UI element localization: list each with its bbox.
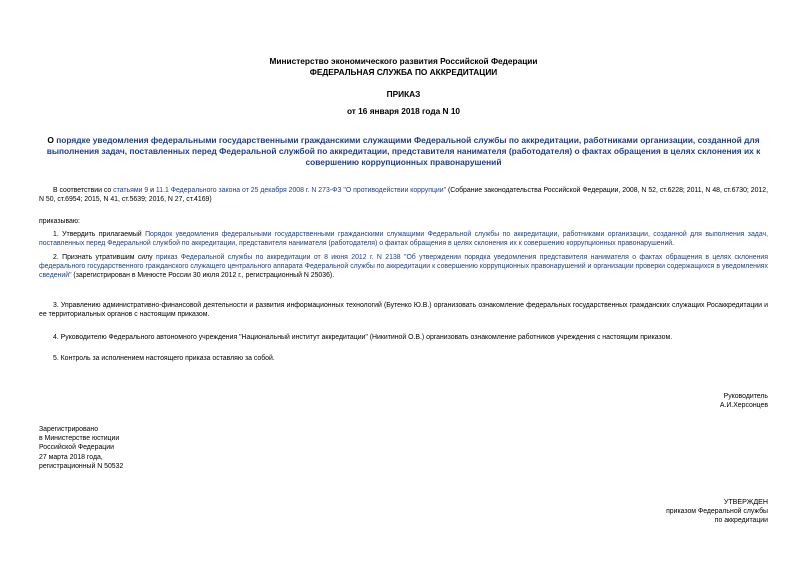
federal-law-link[interactable]: 11.1 Федерального закона от 25 декабря 2008 г. N 273-ФЗ "О противодействии коррупции" <box>155 187 447 194</box>
preamble-text-2: и <box>148 187 156 194</box>
signature-block <box>720 392 768 410</box>
preamble-text-1: В соответствии со <box>53 187 114 194</box>
signer-name: А.И.Херсонцев <box>719 402 768 410</box>
registration-line: Российской Федерации <box>39 444 114 452</box>
article-9-link[interactable]: статьями 9 <box>113 187 149 194</box>
preamble-text-3: (Собрание законодательства Российской Федерации, 2008, N 52, ст.6228; 2011, N 48, ст.6730; 2012, N 50, ст.6954; 2015, N 41, ст.5639; 2016, N 27, ст.4169) <box>39 187 768 204</box>
order-word: приказываю: <box>39 218 80 225</box>
ministry-heading: Министерство экономического развития Российской Федерации <box>269 56 538 66</box>
approval-block <box>666 498 768 526</box>
agency-heading: ФЕДЕРАЛЬНАЯ СЛУЖБА ПО АККРЕДИТАЦИИ <box>309 67 498 77</box>
registration-line: в Министерстве юстиции <box>39 435 120 443</box>
approval-heading: УТВЕРЖДЕН <box>723 498 768 506</box>
registration-line: Зарегистрировано <box>39 426 99 433</box>
item-1-end: . <box>672 240 675 248</box>
item-1-text: 1. Утвердить прилагаемый <box>53 231 146 238</box>
registration-block <box>39 425 123 471</box>
document-title <box>39 135 768 168</box>
item-3-paragraph: 3. Управлению административно-финансовой деятельности и развития информационных технологий (Бутенко Ю.В.) организовать ознакомление федеральных государственных гражданских служащих Росаккредитации и ее территориальных органов с настоящим приказом. <box>39 302 768 319</box>
title-prefix: О <box>47 135 57 145</box>
item-2-paragraph <box>39 253 768 281</box>
item-5-paragraph: 5. Контроль за исполнением настоящего приказа оставляю за собой. <box>53 355 275 362</box>
document-date-number: от 16 января 2018 года N 10 <box>346 106 461 116</box>
item-2-end: (зарегистрирован в Минюсте России 30 июля 2012 г., регистрационный N 25036). <box>71 272 335 280</box>
repealed-order-link[interactable]: приказ Федеральной службы по аккредитации от 8 июня 2012 г. N 2138 "Об утверждении порядка уведомления представителя нанимателя о фактах обращения в целях склонения федерального государственного гражданского служащего центрального аппарата Федеральной службы по аккредитации к совершению коррупционных правонарушений и организации проверки содержащихся в уведомлениях сведений" <box>39 254 768 280</box>
preamble-paragraph <box>39 186 768 204</box>
title-link[interactable]: порядке уведомления федеральными государственными гражданскими служащими Федеральной службы по аккредитации, работниками организации, созданной для выполнения задач, поставленных перед Федеральной службой по аккредитации, представителя нанимателя (работодателя) о фактах обращения в целях склонения их к совершению коррупционных правонарушений <box>46 135 761 167</box>
registration-number: регистрационный N 50532 <box>39 462 124 470</box>
registration-date: 27 марта 2018 года, <box>39 453 103 461</box>
approval-line: приказом Федеральной службы <box>666 508 768 516</box>
item-4-paragraph: 4. Руководителю Федерального автономного учреждения "Национальный институт аккредитации" (Никитиной О.В.) организовать ознакомление работников учреждения с настоящим приказом. <box>53 334 673 341</box>
document-page <box>39 0 768 571</box>
procedure-link[interactable]: Порядок уведомления федеральными государственными гражданскими служащими Федеральной службы по аккредитации, работниками организации, созданной для выполнения задач, поставленных перед Федеральной службой по аккредитации, представителя нанимателя (работодателя) о фактах обращения в целях склонения их к совершению коррупционных правонарушений <box>39 231 769 248</box>
item-2-text: 2. Признать утратившим силу <box>53 254 156 261</box>
item-1-paragraph <box>39 230 768 248</box>
signer-role: Руководитель <box>723 393 768 400</box>
approval-line: по аккредитации <box>714 517 768 525</box>
document-type: ПРИКАЗ <box>386 89 421 99</box>
